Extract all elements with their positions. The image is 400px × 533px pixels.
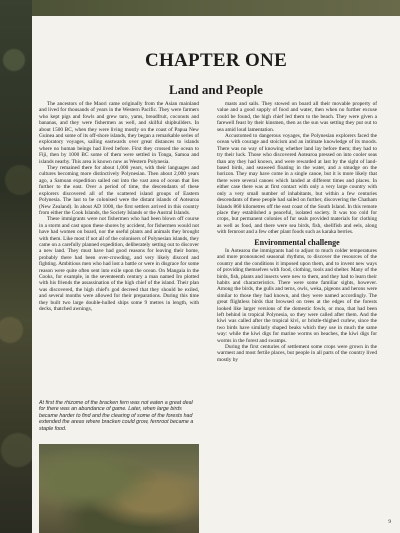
photo-caption: At first the rhizome of the bracken fern was not eaten a great deal for there was an abundance of game. Later, when large birds became harder to find and the clearing of some of the forests had extended the areas where bracken could grow, fernroot became a staple food. bbox=[39, 400, 194, 432]
paragraph: In Aotearoa the immigrants had to adjust to much colder temperatures and more pronounced seasonal rhythms, to discover the resources of the country and the conditions it imposed upon them, and to invent new ways of providing themselves with food, clothing, tools and shelter. Many of the birds, fish, plants and insects were new to them, and they had to learn their habits and characteristics. There were some familiar sights, however. Among the birds, the gulls and terns, owls, weka, pigeons and herons were similar to those they had known, and they were named accordingly. The great flightless birds that browsed on trees at the edges of the forests looked like larger versions of the domestic fowls, or moa, that had been left behind in tropical Polynesia, so they were called after them. And the kiwi was called after the tropical kivi, or bristle-thighed curlew, since the two birds have similarly shaped beaks which they use in much the same way: while the kiwi digs for marine worms on beaches, the kiwi digs for worms in the forest and swamps. bbox=[217, 247, 377, 344]
chapter-subtitle: Land and People bbox=[169, 82, 263, 97]
chapter-title: CHAPTER ONE bbox=[144, 50, 288, 71]
paragraph: masts and sails. They stowed on board all their movable property of value and a good supply of food and water, then when no further excuse could be found, the high chief led them to the beach. They were given a farewell feast by their kinsmen, then as the sun was setting they put out to sea amid loud lamentation. bbox=[217, 101, 377, 133]
bracken-fern-photo bbox=[39, 444, 199, 533]
right-column bbox=[217, 101, 377, 363]
paragraph: The ancestors of the Maori came originally from the Asian mainland and lived for thousands of years in the Western Pacific. They were farmers who kept pigs and fowls and grew taro, yams, breadfruit, coconuts and bananas, and they were fishermen as well, and skilful shipbuilders. In about 1500 BC, when they were living mostly on the coast of Papua New Guinea and some of its off-shore islands, they began a remarkable series of exploratory voyages, sailing eastwards over great distances to islands where no human beings had lived before. First they crossed the ocean to Fiji, then by 1000 BC some of them were settled in Tonga, Samoa and islands nearby. This area is known now as Western Polynesia. bbox=[39, 101, 199, 165]
paragraph: Accustomed to dangerous voyages, the Polynesian explorers faced the ocean with courage and stoicism and an intimate knowledge of its moods. There was no way of knowing whether land lay before them; they had to try their luck. Those who discovered Aotearoa pressed on into cooler seas than any they had known, and were rewarded at last by the sight of land-based birds, and seaweed floating in the water, and a smudge on the horizon. They may have come in a single canoe, but it is more likely that there were several canoes which landed at different times and places. In either case there was at first contact with only a very large country with only a very small number of inhabitants, but within a few centuries descendants of these people had sailed on further, discovering the Chatham Islands 860 kilometres off the east coast of the South Island. In this remote place they established a peaceful, isolated society. It was too cold for crops, but permanent colonies of fur seals provided materials for clothing as well as food, and there were sea birds, fish, shellfish and eels, along with fernroot and a few other plant foods such as karaka berries. bbox=[217, 133, 377, 236]
section-heading: Environmental challenge bbox=[254, 237, 340, 247]
page-number: 9 bbox=[388, 519, 391, 525]
background-photo-strip bbox=[0, 0, 32, 533]
paragraph: During the first centuries of settlement some crops were grown in the warmest and most fertile places, but people in all parts of the country lived mostly by bbox=[217, 344, 377, 363]
paragraph: These immigrants were not fishermen who had been blown off course in a storm and cast upon these shores by accident, for fishermen would not have had women on board, nor the useful plants and animals they brought with them. Like most if not all of the colonisers of Polynesian islands, they came on a carefully planned expedition, deliberately setting out to discover a new land. They must have had good reasons for leaving their home, probably there had been over-crowding, and very likely discord and fighting. Ambitious men who had lost a battle or were in disgrace for some reason were quite often sent into exile upon the ocean. On Mangaia in the Cooks, for example, in the seventeenth century a man named Iro plotted with his friends the assassination of the high chief of the island. Their plan was discovered, the high chief's god decreed that they should be exiled, and several months were allowed for their preparations. During this time they built two large double-hulled ships some 9 metres in length, with decks, thatched awnings, bbox=[39, 216, 199, 312]
paragraph: They remained there for about 1,000 years, with their languages and cultures becoming more distinctively Polynesian. Then about 2,000 years ago, a Samoan expedition sailed out into the vast area of ocean that lies further to the east. Over a period of time, the descendants of these explorers discovered all of the scattered island groups of Eastern Polynesia. The last to be colonised were the distant islands of Aotearoa (New Zealand). In about AD 1000, the first settlers arrived in this country from either the Cook Islands, the Society Islands or the Austral Islands. bbox=[39, 165, 199, 216]
book-page bbox=[32, 16, 400, 533]
left-column bbox=[39, 101, 199, 312]
